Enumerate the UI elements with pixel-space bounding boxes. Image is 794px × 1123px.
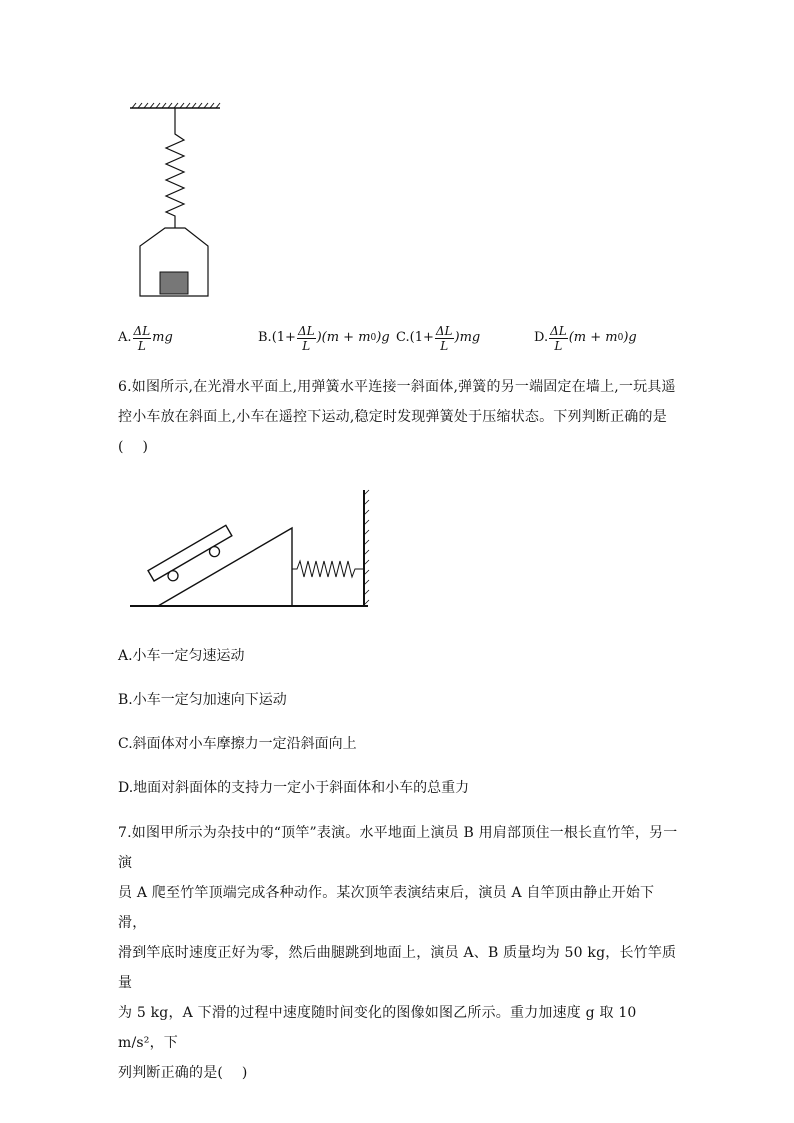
fraction: [133, 324, 152, 353]
frac-den: L: [137, 338, 146, 353]
frac-num: ΔL: [297, 323, 315, 338]
fraction: [549, 324, 568, 353]
q6-stem: [118, 372, 678, 462]
wall: [364, 490, 369, 606]
choice-a-label: A.: [118, 330, 132, 345]
choice-b[interactable]: [258, 318, 390, 358]
choice-b-label: B.: [258, 330, 272, 345]
choice-b-end: )g: [376, 330, 390, 345]
hanging-spring-figure: [120, 96, 230, 306]
q6-option-b[interactable]: B.小车一定匀加速向下运动: [118, 692, 287, 708]
choice-c-expr: )mg: [454, 330, 481, 345]
incline-figure: [125, 485, 375, 610]
toy-car: [148, 525, 237, 589]
fraction: [297, 324, 316, 353]
choice-d-end: )g: [623, 330, 637, 345]
q7-line: 滑到竿底时速度正好为零，然后曲腿跳到地面上，演员 A、B 质量均为 50 kg，长竹竿质量: [118, 945, 677, 991]
frac-den: L: [440, 338, 449, 353]
choice-c-label: C.: [396, 330, 410, 345]
q7-line: 员 A 爬至竹竿顶端完成各种动作。某次顶竿表演结束后，演员 A 自竿顶由静止开始下滑，: [118, 885, 655, 931]
q7-stem: [118, 818, 678, 1088]
fraction: [435, 324, 454, 353]
q7-line: 7.如图甲所示为杂技中的“顶竿”表演。水平地面上演员 B 用肩部顶住一根长直竹竿，另一演: [118, 825, 678, 871]
choice-c-open: (1+: [409, 330, 434, 345]
spring: [166, 108, 184, 228]
frac-den: L: [554, 338, 563, 353]
frac-num: ΔL: [550, 323, 567, 338]
choice-b-open: (1+: [271, 330, 296, 345]
frac-den: L: [302, 338, 311, 353]
choice-d-expr: (m + m: [568, 330, 618, 345]
horizontal-spring: [292, 561, 364, 577]
q6-option-d[interactable]: D.地面对斜面体的支持力一定小于斜面体和小车的总重力: [118, 780, 470, 796]
q6-option-c[interactable]: C.斜面体对小车摩擦力一定沿斜面向上: [118, 736, 357, 752]
subscript: 0: [617, 333, 624, 343]
choice-d-label: D.: [534, 330, 549, 345]
q6-line: 控小车放在斜面上,小车在遥控下运动,稳定时发现弹簧处于压缩状态。下列判断正确的是: [118, 409, 667, 425]
choice-a-expr: mg: [152, 330, 173, 345]
q7-line: 为 5 kg，A 下滑的过程中速度随时间变化的图像如图乙所示。重力加速度 g 取 10 m/s²，下: [118, 1005, 637, 1051]
ceiling: [130, 103, 220, 108]
choice-a[interactable]: [118, 318, 173, 358]
subscript: 0: [370, 333, 377, 343]
frac-num: ΔL: [435, 323, 453, 338]
q5-choices: [118, 318, 718, 358]
q7-line: 列判断正确的是( ): [118, 1065, 248, 1081]
frac-num: ΔL: [133, 323, 151, 338]
choice-c[interactable]: [396, 318, 480, 358]
block: [160, 272, 188, 294]
choice-b-expr: )(m + m: [316, 330, 371, 345]
q6-line: ( ): [118, 439, 149, 455]
q6-option-a[interactable]: A.小车一定匀速运动: [118, 648, 245, 664]
q6-line: 6.如图所示,在光滑水平面上,用弹簧水平连接一斜面体,弹簧的另一端固定在墙上,一玩具遥: [118, 379, 676, 395]
choice-d[interactable]: [534, 318, 637, 358]
